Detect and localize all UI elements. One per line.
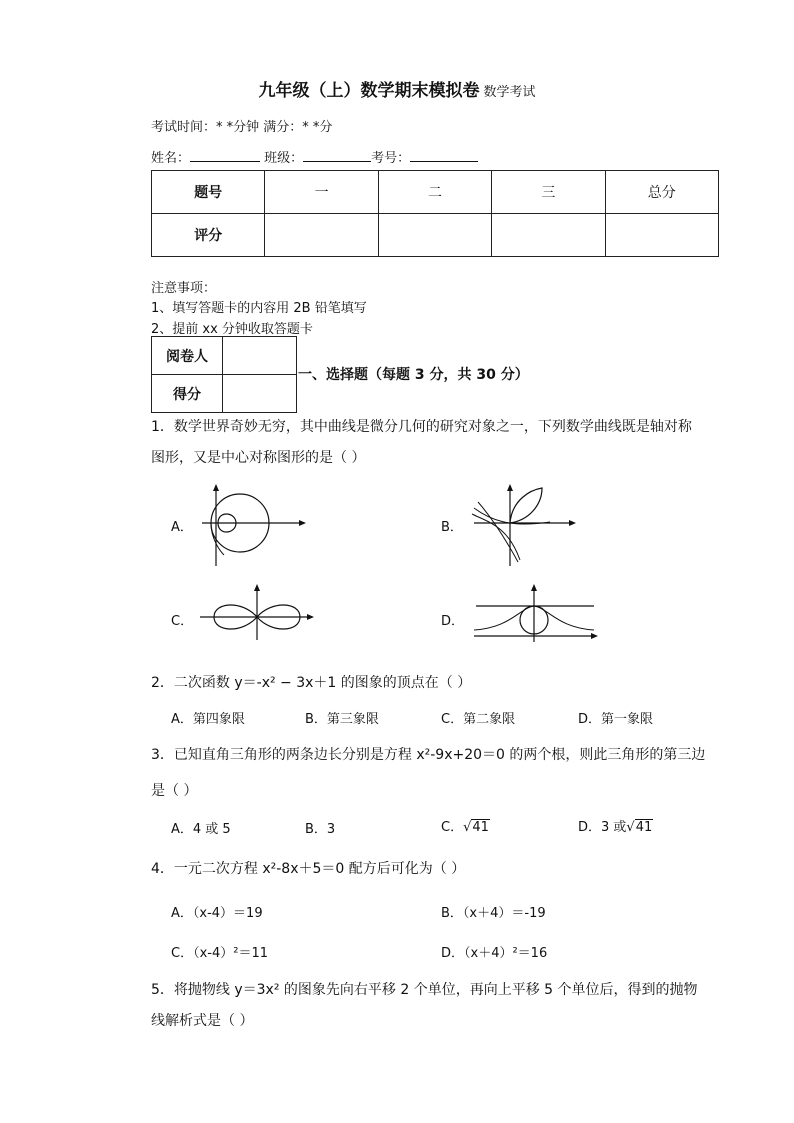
name-field[interactable] <box>190 149 260 162</box>
reviewer-label: 阅卷人 <box>152 337 223 375</box>
section-heading: 一、选择题（每题 3 分，共 30 分） <box>298 367 529 383</box>
score-table-cell: 评分 <box>152 214 265 257</box>
class-label: 班级： <box>264 151 304 166</box>
radicand: 41 <box>635 820 653 835</box>
question-3-line2: 是（ ） <box>151 783 198 799</box>
score-input-cell[interactable] <box>605 214 718 257</box>
question-3-line1: 3．已知直角三角形的两条边长分别是方程 x²-9x+20＝0 的两个根，则此三角形的第三边 <box>151 747 706 763</box>
number-label: 考号： <box>371 151 411 166</box>
score-label: 得分 <box>152 375 223 413</box>
q4-option-c[interactable]: C．（x-4）²＝11 <box>171 946 268 961</box>
grader-row <box>152 337 297 375</box>
figure-d-curve <box>470 582 606 644</box>
question-2-stem: 2．二次函数 y＝-x² − 3x＋1 的图象的顶点在（ ） <box>151 675 472 691</box>
score-table <box>151 170 719 257</box>
question-5-line2: 线解析式是（ ） <box>151 1013 254 1029</box>
score-table-header-row <box>152 171 719 214</box>
score-input-cell[interactable] <box>492 214 605 257</box>
sqrt-41: √41 <box>626 820 653 835</box>
question-1-line1: 1．数学世界奇妙无穷，其中曲线是微分几何的研究对象之一，下列数学曲线既是轴对称 <box>151 419 692 435</box>
page-title <box>0 76 794 101</box>
q2-option-a[interactable]: A．第四象限 <box>171 712 245 727</box>
q4-option-a[interactable]: A．（x-4）＝19 <box>171 906 263 921</box>
number-field[interactable] <box>410 149 478 162</box>
q3-option-a[interactable]: A．4 或 5 <box>171 822 231 837</box>
option-d-label[interactable]: D． <box>441 614 465 629</box>
score-table-cell: 一 <box>265 171 378 214</box>
figure-a-curve <box>196 480 312 568</box>
q2-option-d[interactable]: D．第一象限 <box>578 712 654 727</box>
sqrt-41: √41 <box>463 820 489 835</box>
grader-row <box>152 375 297 413</box>
figure-c-curve <box>196 582 320 642</box>
score-table-score-row <box>152 214 719 257</box>
grader-table <box>151 336 297 413</box>
question-5-line1: 5．将抛物线 y＝3x² 的图象先向右平移 2 个单位，再向上平移 5 个单位后，得到的抛物 <box>151 982 698 998</box>
score-table-cell: 三 <box>492 171 605 214</box>
exam-info: 考试时间：* *分钟 满分：* *分 <box>151 120 333 135</box>
q2-option-b[interactable]: B．第三象限 <box>305 712 379 727</box>
reviewer-field[interactable] <box>223 337 297 375</box>
option-b-label[interactable]: B． <box>441 520 463 535</box>
q2-option-c[interactable]: C．第二象限 <box>441 712 516 727</box>
score-table-cell: 题号 <box>152 171 265 214</box>
student-info-line <box>151 147 478 166</box>
score-field[interactable] <box>223 375 297 413</box>
score-input-cell[interactable] <box>378 214 491 257</box>
option-a-label[interactable]: A． <box>171 520 193 535</box>
radicand: 41 <box>472 820 489 835</box>
note-item: 2、提前 xx 分钟收取答题卡 <box>151 322 313 337</box>
question-4-stem: 4．一元二次方程 x²-8x＋5＝0 配方后可化为（ ） <box>151 861 466 877</box>
q3-option-b[interactable]: B．3 <box>305 822 336 837</box>
score-table-cell: 总分 <box>605 171 718 214</box>
class-field[interactable] <box>303 149 371 162</box>
score-table-cell: 二 <box>378 171 491 214</box>
exam-title: 九年级（上）数学期末模拟卷 <box>258 81 480 101</box>
notes-title: 注意事项： <box>151 281 217 296</box>
q3-option-c[interactable] <box>441 816 490 835</box>
q3-option-c-prefix: C． <box>441 820 464 835</box>
q4-option-b[interactable]: B．（x＋4）＝-19 <box>441 906 546 921</box>
name-label: 姓名： <box>151 151 191 166</box>
figure-b-curve <box>470 480 580 568</box>
score-input-cell[interactable] <box>265 214 378 257</box>
q3-option-d[interactable] <box>578 816 653 835</box>
note-item: 1、填写答题卡的内容用 2B 铅笔填写 <box>151 301 367 316</box>
question-1-line2: 图形，又是中心对称图形的是（ ） <box>151 450 366 466</box>
q4-option-d[interactable]: D．（x＋4）²＝16 <box>441 946 548 961</box>
exam-subtitle: 数学考试 <box>483 85 536 100</box>
q3-option-d-prefix: D．3 或 <box>578 820 627 835</box>
option-c-label[interactable]: C． <box>171 614 194 629</box>
